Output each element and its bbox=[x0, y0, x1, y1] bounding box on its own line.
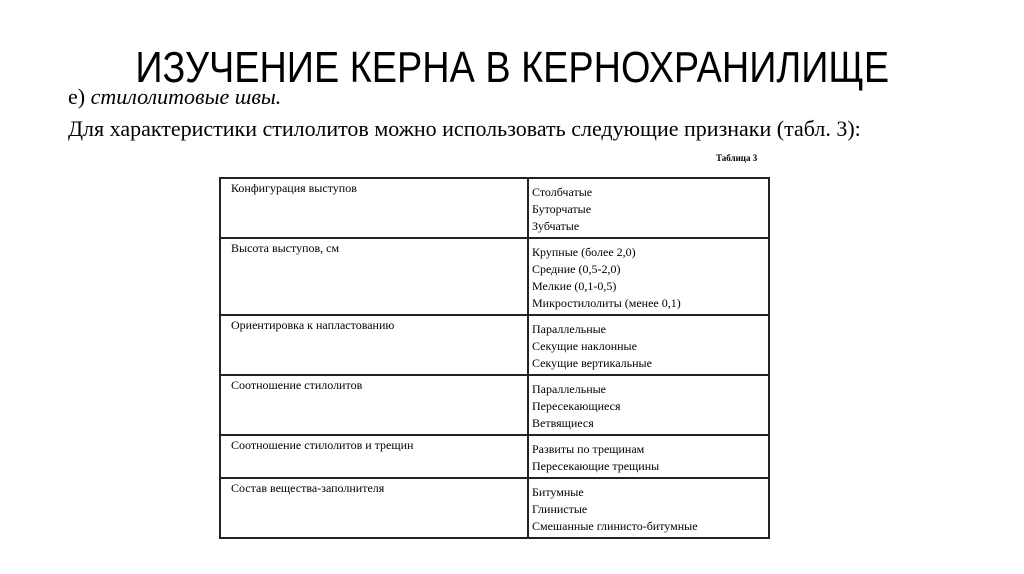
intro-text: Для характеристики стилолитов можно использовать следующие признаки (табл. 3): bbox=[68, 116, 861, 141]
value-item: Параллельные bbox=[532, 322, 606, 336]
value-item: Параллельные bbox=[532, 382, 606, 396]
value-item: Пересекающие трещины bbox=[532, 459, 660, 473]
feature-cell: Конфигурация выступов bbox=[220, 178, 528, 238]
value-item: Секущие наклонные bbox=[532, 339, 637, 353]
value-item: Буторчатые bbox=[532, 202, 592, 216]
value-item: Ветвящиеся bbox=[532, 416, 594, 430]
table-row bbox=[220, 238, 769, 315]
feature-cell: Высота выступов, см bbox=[220, 238, 528, 315]
values-cell bbox=[528, 375, 769, 435]
values-cell bbox=[528, 478, 769, 538]
table-row bbox=[220, 435, 769, 478]
feature-cell: Состав вещества-заполнителя bbox=[220, 478, 528, 538]
value-item: Развиты по трещинам bbox=[532, 442, 645, 456]
subtitle bbox=[68, 84, 281, 110]
subtitle-prefix: е) bbox=[68, 84, 86, 109]
stylolite-table bbox=[219, 177, 770, 539]
feature-cell: Ориентировка к напластованию bbox=[220, 315, 528, 375]
feature-cell: Соотношение стилолитов bbox=[220, 375, 528, 435]
values-cell bbox=[528, 435, 769, 478]
value-item: Глинистые bbox=[532, 502, 588, 516]
table-row bbox=[220, 478, 769, 538]
value-item: Крупные (более 2,0) bbox=[532, 245, 636, 259]
values-cell bbox=[528, 178, 769, 238]
value-item: Зубчатые bbox=[532, 219, 580, 233]
values-cell bbox=[528, 315, 769, 375]
value-item: Пересекающиеся bbox=[532, 399, 621, 413]
table-caption: Таблица 3 bbox=[716, 153, 758, 163]
value-item: Секущие вертикальные bbox=[532, 356, 652, 370]
value-item: Мелкие (0,1-0,5) bbox=[532, 279, 617, 293]
value-item: Средние (0,5-2,0) bbox=[532, 262, 621, 276]
values-cell bbox=[528, 238, 769, 315]
table-row bbox=[220, 315, 769, 375]
feature-cell: Соотношение стилолитов и трещин bbox=[220, 435, 528, 478]
subtitle-italic: стилолитовые швы. bbox=[90, 84, 282, 109]
value-item: Столбчатые bbox=[532, 185, 593, 199]
table-row bbox=[220, 178, 769, 238]
slide-title-text: ИЗУЧЕНИЕ КЕРНА В КЕРНОХРАНИЛИЩЕ bbox=[135, 43, 889, 92]
value-item: Битумные bbox=[532, 485, 584, 499]
table-row bbox=[220, 375, 769, 435]
value-item: Микростилолиты (менее 0,1) bbox=[532, 296, 681, 310]
value-item: Смешанные глинисто-битумные bbox=[532, 519, 698, 533]
